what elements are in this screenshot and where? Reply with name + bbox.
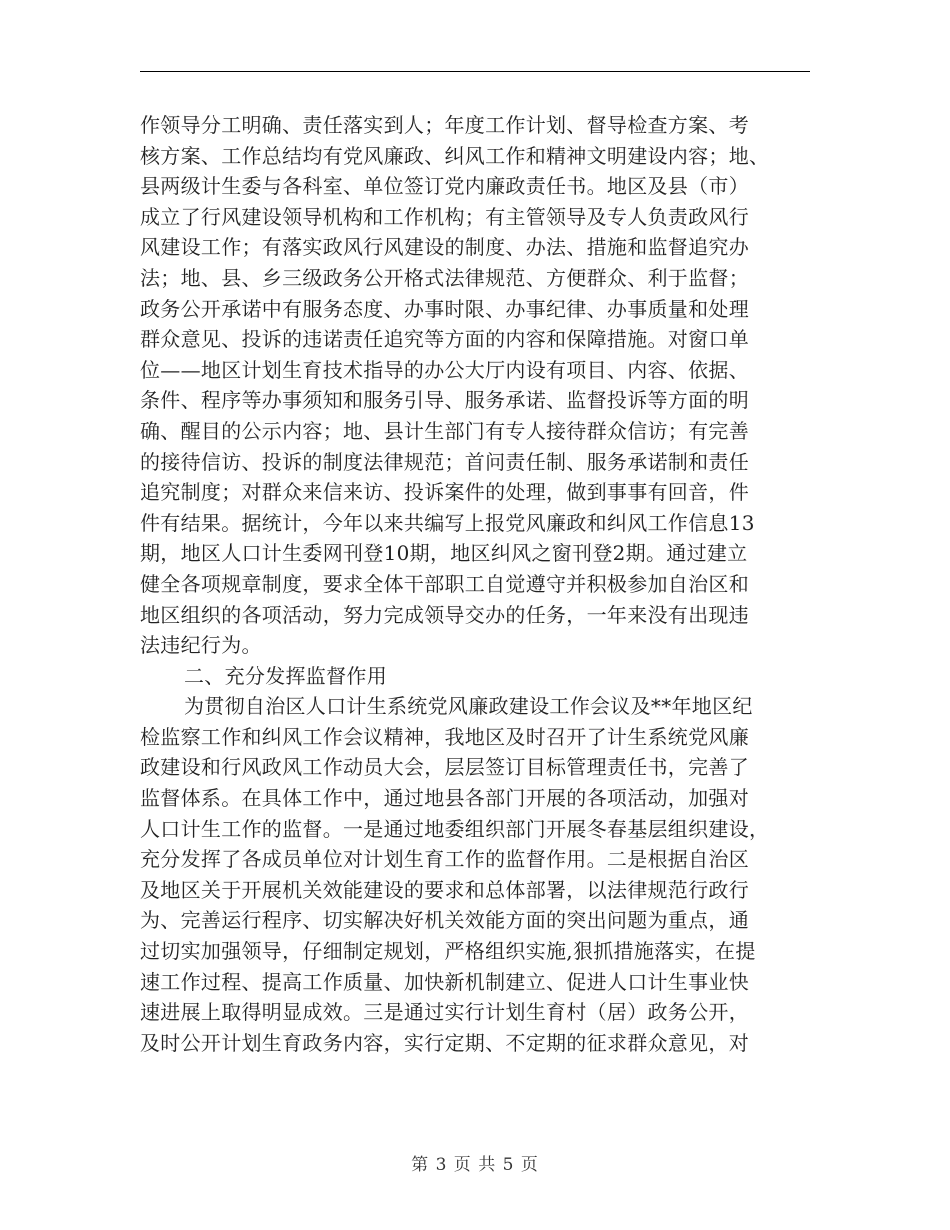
paragraph-line: 速工作过程、提高工作质量、加快新机制建立、促进人口计生事业快 bbox=[140, 969, 749, 994]
paragraph-line: 追究制度；对群众来信来访、投诉案件的处理，做到事事有回音，件 bbox=[140, 480, 749, 505]
paragraph-line: 监督体系。在具体工作中，通过地县各部门开展的各项活动，加强对 bbox=[140, 786, 749, 811]
paragraph-line: 速进展上取得明显成效。三是通过实行计划生育村（居）政务公开， bbox=[140, 1000, 749, 1025]
paragraph-line: 核方案、工作总结均有党风廉政、纠风工作和精神文明建设内容；地、 bbox=[140, 143, 770, 168]
header-rule bbox=[140, 71, 810, 72]
paragraph-line: 及地区关于开展机关效能建设的要求和总体部署，以法律规范行政行 bbox=[140, 877, 749, 902]
paragraph-line: 条件、程序等办事须知和服务引导、服务承诺、监督投诉等方面的明 bbox=[140, 388, 749, 413]
paragraph-line: 法违纪行为。 bbox=[140, 633, 262, 658]
paragraph-line: 过切实加强领导，仔细制定规划，严格组织实施,狠抓措施落实，在提 bbox=[140, 939, 756, 964]
paragraph-line: 人口计生工作的监督。一是通过地委组织部门开展冬春基层组织建设， bbox=[140, 816, 770, 841]
paragraph-line: 充分发挥了各成员单位对计划生育工作的监督作用。二是根据自治区 bbox=[140, 847, 749, 872]
paragraph-line: 件有结果。据统计，今年以来共编写上报党风廉政和纠风工作信息13 bbox=[140, 510, 755, 535]
paragraph-line: 为、完善运行程序、切实解决好机关效能方面的突出问题为重点，通 bbox=[140, 908, 749, 933]
paragraph-line: 政建设和行风政风工作动员大会，层层签订目标管理责任书，完善了 bbox=[140, 755, 749, 780]
paragraph-line: 成立了行风建设领导机构和工作机构；有主管领导及专人负责政风行 bbox=[140, 204, 749, 229]
paragraph-line: 确、醒目的公示内容；地、县计生部门有专人接待群众信访；有完善 bbox=[140, 418, 749, 443]
section-heading: 二、充分发挥监督作用 bbox=[184, 663, 387, 688]
paragraph-line: 及时公开计划生育政务内容，实行定期、不定期的征求群众意见，对 bbox=[140, 1030, 749, 1055]
paragraph-line: 群众意见、投诉的违诺责任追究等方面的内容和保障措施。对窗口单 bbox=[140, 327, 749, 352]
paragraph-line: 位——地区计划生育技术指导的办公大厅内设有项目、内容、依据、 bbox=[140, 357, 749, 382]
paragraph-line: 风建设工作；有落实政风行风建设的制度、办法、措施和监督追究办 bbox=[140, 235, 749, 260]
paragraph-line: 健全各项规章制度，要求全体干部职工自觉遵守并积极参加自治区和 bbox=[140, 571, 749, 596]
paragraph-line: 地区组织的各项活动，努力完成领导交办的任务，一年来没有出现违 bbox=[140, 602, 749, 627]
paragraph-line: 期，地区人口计生委网刊登10期，地区纠风之窗刊登2期。通过建立 bbox=[140, 541, 748, 566]
paragraph-line: 县两级计生委与各科室、单位签订党内廉政责任书。地区及县（市） bbox=[140, 174, 749, 199]
paragraph-line: 法；地、县、乡三级政务公开格式法律规范、方便群众、利于监督； bbox=[140, 265, 749, 290]
paragraph-line: 为贯彻自治区人口计生系统党风廉政建设工作会议及**年地区纪 bbox=[184, 694, 753, 719]
paragraph-line: 政务公开承诺中有服务态度、办事时限、办事纪律、办事质量和处理 bbox=[140, 296, 749, 321]
paragraph-line: 作领导分工明确、责任落实到人；年度工作计划、督导检查方案、考 bbox=[140, 113, 749, 137]
page-number: 第 3 页 共 5 页 bbox=[411, 1155, 539, 1175]
document-body bbox=[140, 110, 810, 1058]
paragraph-line: 检监察工作和纠风工作会议精神，我地区及时召开了计生系统党风廉 bbox=[140, 724, 749, 749]
paragraph-line: 的接待信访、投诉的制度法律规范；首问责任制、服务承诺制和责任 bbox=[140, 449, 749, 474]
